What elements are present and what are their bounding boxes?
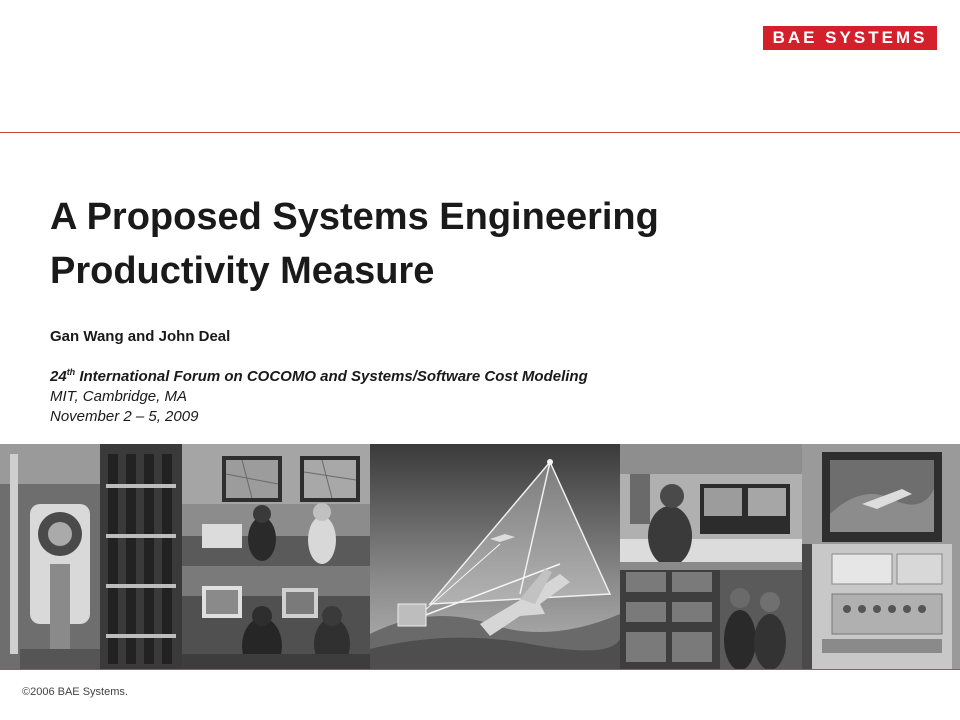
forum-ordinal: 24 [50,368,67,385]
forum-ordinal-suffix: th [66,367,76,377]
forum-dates: November 2 – 5, 2009 [50,408,199,425]
header-divider [0,132,960,133]
computer-lab-photo [182,566,370,669]
soldiers-equipment-photo [620,562,802,669]
footer-divider [0,669,960,670]
photo-collage [0,444,960,669]
authors: Gan Wang and John Deal [50,328,231,345]
lab-equipment-photo [0,444,182,669]
copyright-text: ©2006 BAE Systems. [22,686,128,698]
forum-title: International Forum on COCOMO and Systems/Software Cost Modeling [75,368,588,385]
flight-simulator-console-photo [802,444,960,669]
title-line-2: Productivity Measure [50,250,435,292]
forum-info [50,367,588,427]
bae-systems-logo [763,26,937,50]
title-line-1: A Proposed Systems Engineering [50,196,659,238]
logo-text: BAE SYSTEMS [772,28,928,47]
map-display-meeting-photo [182,444,370,566]
forum-location: MIT, Cambridge, MA [50,388,187,405]
slide-title [50,190,910,298]
operator-workstation-photo [620,444,802,562]
fighter-jet-radar-photo [370,444,620,669]
forum-name [50,367,588,387]
